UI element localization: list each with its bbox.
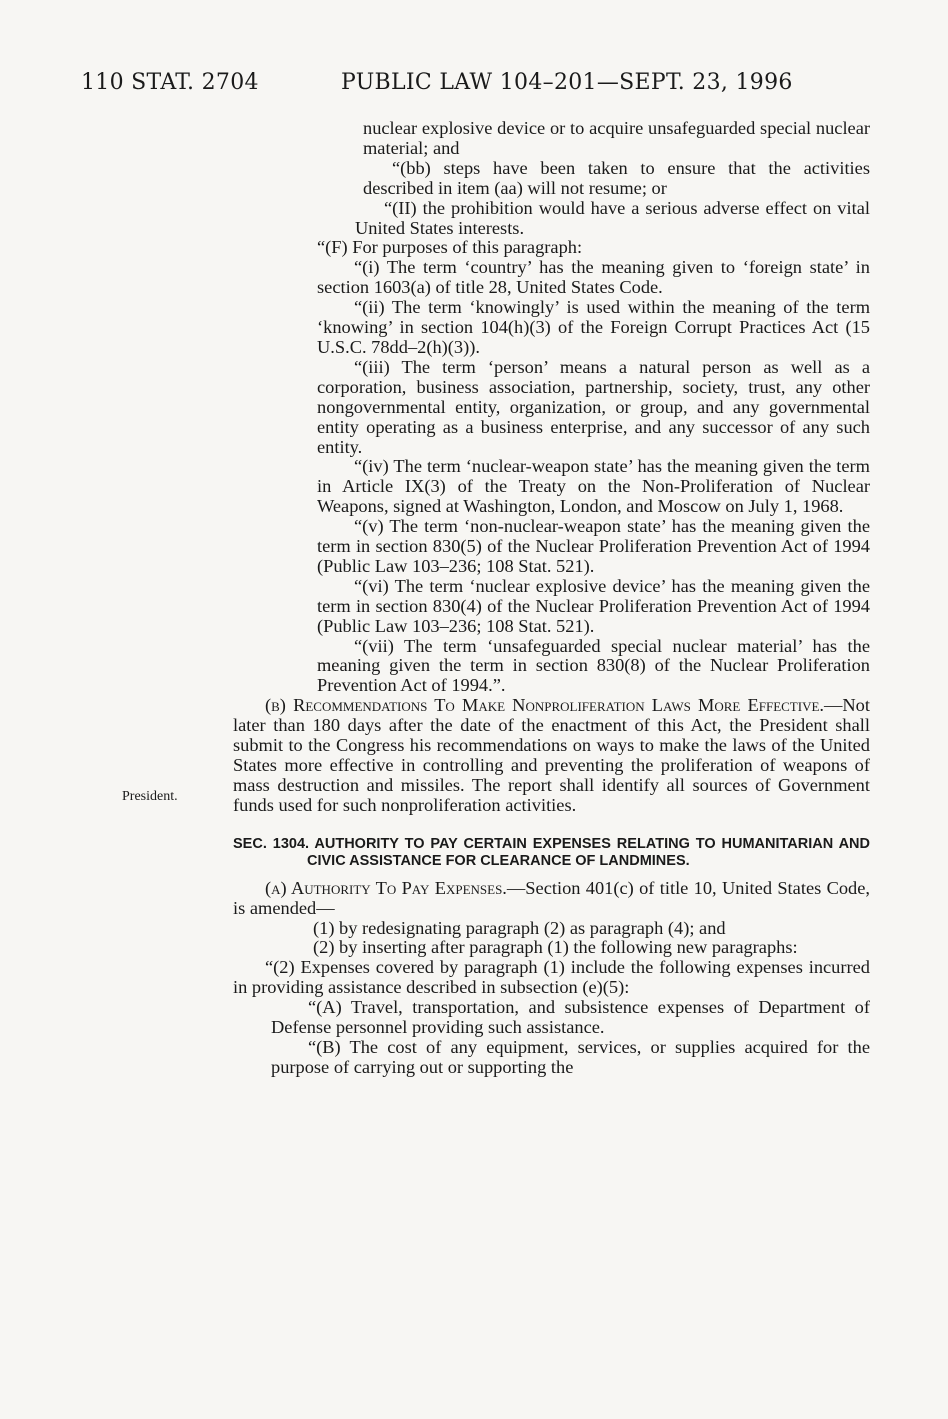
paragraph: “(2) Expenses covered by paragraph (1) include the following expenses incurred in providing assistance described in subsection (e)(5): xyxy=(233,957,870,998)
paragraph: “(iii) The term ‘person’ means a natural person as well as a corporation, business association, partnership, society, trust, any other nongovernmental entity, organization, or group, and any governmental entity operating as a business enterprise, and any successor of any such entity. xyxy=(317,356,870,457)
paragraph: “(bb) steps have been taken to ensure that the activities described in item (aa) will not resume; or xyxy=(363,157,870,198)
statute-page-number: 110 STAT. 2704 xyxy=(81,70,259,95)
paragraph xyxy=(233,879,870,919)
body-text xyxy=(233,119,870,1078)
paragraph: “(B) The cost of any equipment, services, or supplies acquired for the purpose of carrying out or supporting the xyxy=(271,1036,870,1077)
subsection-text: —Not later than 180 days after the date of the enactment of this Act, the President shall submit to the Congress his recommendations on ways to make the laws of the United States more effective in controlling and preventing the proliferation of weapons of mass destruction and missiles. The report shall identify all sources of Government funds used for such nonproliferation activities. xyxy=(233,695,870,815)
public-law-title: PUBLIC LAW 104–201—SEPT. 23, 1996 xyxy=(341,70,793,95)
paragraph: “(F) For purposes of this paragraph: xyxy=(317,237,583,258)
section-heading-text: SEC. 1304. AUTHORITY TO PAY CERTAIN EXPENSES RELATING TO HUMANITARIAN AND CIVIC ASSISTANCE FOR CLEARANCE OF LANDMINES. xyxy=(233,835,870,869)
subsection-heading: (a) Authority To Pay Expenses. xyxy=(265,877,507,898)
paragraph: “(v) The term ‘non-nuclear-weapon state’ has the meaning given the term in section 830(5) of the Nuclear Proliferation Prevention Act of 1994 (Public Law 103–236; 108 Stat. 521). xyxy=(317,516,870,576)
section-heading xyxy=(233,836,870,870)
paragraph xyxy=(233,696,870,815)
subsection-text: —Section 401(c) of title 10, United States Code, is amended— xyxy=(233,877,871,918)
paragraph: nuclear explosive device or to acquire unsafeguarded special nuclear material; and xyxy=(363,118,870,158)
margin-note: President. xyxy=(122,789,178,804)
paragraph: “(vii) The term ‘unsafeguarded special nuclear material’ has the meaning given the term in section 830(8) of the Nuclear Proliferation Prevention Act of 1994.”. xyxy=(317,635,870,696)
paragraph: “(i) The term ‘country’ has the meaning given to ‘foreign state’ in section 1603(a) of title 28, United States Code. xyxy=(317,257,870,298)
subsection-heading: (b) Recommendations To Make Nonproliferation Laws More Effective. xyxy=(265,695,825,716)
paragraph: “(II) the prohibition would have a serious adverse effect on vital United States interests. xyxy=(355,197,870,238)
paragraph: (1) by redesignating paragraph (2) as paragraph (4); and xyxy=(313,917,726,938)
paragraph: “(ii) The term ‘knowingly’ is used within the meaning of the term ‘knowing’ in section 104(h)(3) of the Foreign Corrupt Practices Act (15 U.S.C. 78dd–2(h)(3)). xyxy=(317,297,870,357)
paragraph: (2) by inserting after paragraph (1) the following new paragraphs: xyxy=(313,937,798,958)
paragraph: “(vi) The term ‘nuclear explosive device’ has the meaning given the term in section 830(4) of the Nuclear Proliferation Prevention Act of 1994 (Public Law 103–236; 108 Stat. 521). xyxy=(317,575,870,636)
paragraph: “(iv) The term ‘nuclear-weapon state’ has the meaning given the term in Article IX(3) of the Treaty on the Non-Proliferation of Nuclear Weapons, signed at Washington, London, and Moscow on July 1, 1968. xyxy=(317,456,870,517)
paragraph: “(A) Travel, transportation, and subsistence expenses of Department of Defense personnel providing such assistance. xyxy=(271,997,870,1038)
